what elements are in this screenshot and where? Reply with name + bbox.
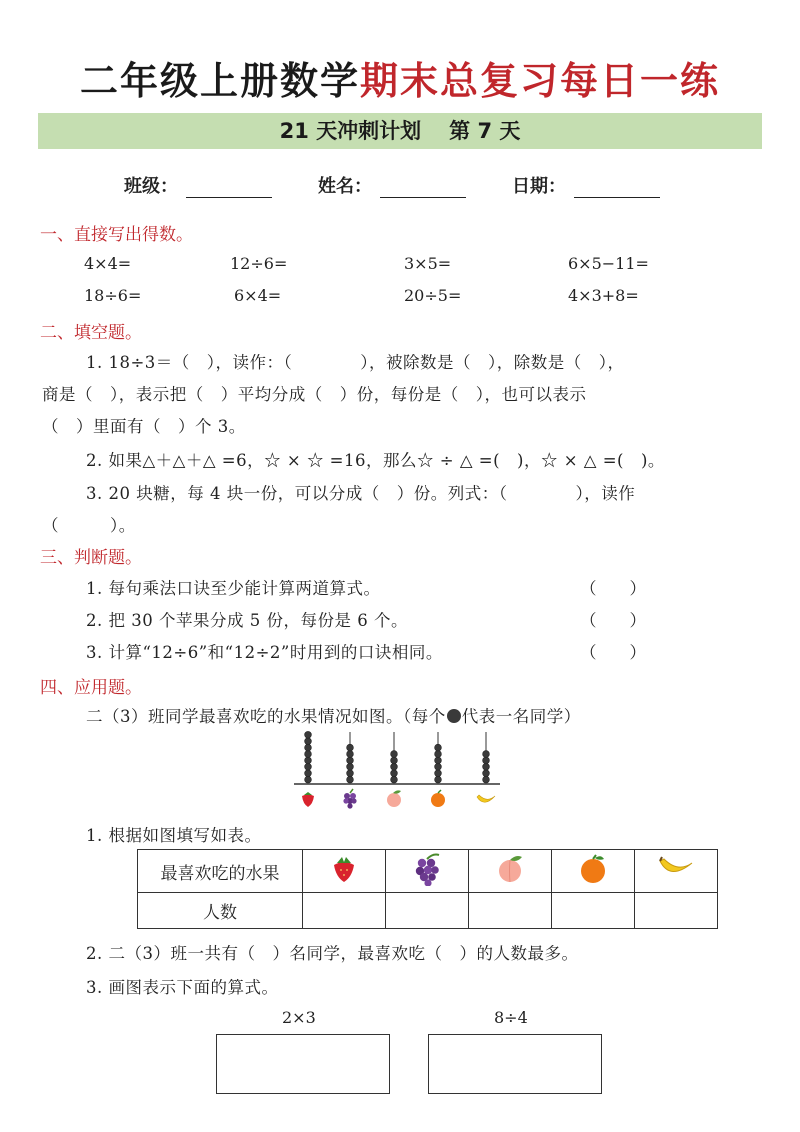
banana-icon [477, 795, 495, 802]
title-part-2: 期末总复习每日一练 [360, 59, 721, 103]
class-blank[interactable] [186, 179, 272, 198]
bead [305, 757, 312, 764]
drawing-box-2[interactable] [428, 1034, 602, 1094]
bead [435, 757, 442, 764]
app-intro-a: 二（3）班同学最喜欢吃的水果情况如图。（每个 [86, 707, 446, 726]
calc-item: 20÷5= [404, 286, 462, 305]
calc-item: 3×5= [404, 254, 452, 273]
orange-icon [578, 854, 608, 884]
bead [435, 763, 442, 770]
calc-item: 6×4= [234, 286, 282, 305]
bead [435, 776, 442, 783]
table-fruit-cell [469, 850, 552, 893]
grape-icon [412, 852, 442, 886]
judge-q1: 1. 每句乘法口诀至少能计算两道算式。 [86, 579, 381, 598]
table-fruit-cell [635, 850, 718, 893]
judge-q2: 2. 把 30 个苹果分成 5 份，每份是 6 个。 [86, 611, 408, 630]
app-q3: 3. 画图表示下面的算式。 [86, 978, 279, 997]
date-field [512, 172, 660, 198]
expr-1: 2×3 [282, 1008, 316, 1027]
bead [347, 776, 354, 783]
bead [347, 770, 354, 777]
table-fruit-cell [303, 850, 386, 893]
plan-banner [38, 113, 762, 149]
class-label: 班级： [124, 176, 178, 197]
bead [305, 738, 312, 745]
bead [305, 731, 312, 738]
bead [391, 757, 398, 764]
calc-item: 4×3+8= [568, 286, 639, 305]
bead [347, 763, 354, 770]
peach-icon [387, 790, 401, 807]
bead [347, 757, 354, 764]
bead [391, 751, 398, 758]
table-answer-cell[interactable] [469, 893, 552, 929]
bead [347, 744, 354, 751]
fill-q1-line2: 商是（ ），表示把（ ）平均分成（ ）份，每份是（ ），也可以表示 [42, 385, 587, 404]
bead [435, 744, 442, 751]
strawberry-icon [329, 854, 359, 884]
app-intro-b: 代表一名同学） [461, 707, 581, 726]
fill-q3-line1: 3. 20 块糖，每 4 块一份，可以分成（ ）份。列式：（ ），读作 [86, 484, 636, 503]
bead [305, 770, 312, 777]
fill-q3-line2: （ ）。 [42, 516, 136, 535]
section-1-heading: 一、直接写出得数。 [40, 225, 193, 245]
drawing-box-1[interactable] [216, 1034, 390, 1094]
fill-q1-line3: （ ）里面有（ ）个 3。 [42, 417, 246, 436]
fill-q1-line1: 1. 18÷3＝（ ），读作：（ ），被除数是（ ），除数是（ ）， [86, 353, 625, 372]
bead [483, 763, 490, 770]
fruit-table [137, 849, 718, 929]
table-answer-cell[interactable] [303, 893, 386, 929]
section-4-heading: 四、应用题。 [40, 678, 142, 698]
bead [391, 763, 398, 770]
bead [305, 776, 312, 783]
name-blank[interactable] [380, 179, 466, 198]
title-part-1: 二年级上册数学 [79, 59, 360, 103]
bead-icon [446, 708, 462, 724]
calc-item: 6×5−11= [568, 254, 649, 273]
day-label: 第 7 天 [449, 119, 521, 143]
app-intro [86, 703, 581, 727]
expr-2: 8÷4 [494, 1008, 528, 1027]
table-row [138, 850, 718, 893]
judge-answer-3[interactable]: （ ） [580, 643, 646, 662]
date-label: 日期： [512, 176, 566, 197]
fill-q2: 2. 如果△＋△＋△ =6，☆ × ☆ =16，那么☆ ÷ △ =( )，☆ × △ =( )。 [86, 451, 665, 470]
app-q2: 2. 二（3）班一共有（ ）名同学，最喜欢吃（ ）的人数最多。 [86, 944, 579, 963]
table-row-label: 人数 [138, 893, 303, 929]
strawberry-icon [302, 792, 314, 807]
table-answer-cell[interactable] [635, 893, 718, 929]
class-field [124, 172, 272, 198]
bead [305, 763, 312, 770]
name-field [318, 172, 466, 198]
page-title [0, 50, 800, 105]
bead [305, 751, 312, 758]
calc-item: 4×4= [84, 254, 132, 273]
bead [483, 776, 490, 783]
table-fruit-cell [386, 850, 469, 893]
orange-icon [431, 790, 445, 807]
bead [391, 770, 398, 777]
bead [347, 751, 354, 758]
section-3-heading: 三、判断题。 [40, 548, 142, 568]
grape-icon [343, 789, 356, 809]
name-label: 姓名： [318, 176, 372, 197]
peach-icon [495, 854, 525, 884]
table-fruit-cell [552, 850, 635, 893]
bead-chart [290, 728, 520, 814]
bead [305, 744, 312, 751]
table-header-cell: 最喜欢吃的水果 [138, 850, 303, 893]
calc-item: 12÷6= [230, 254, 288, 273]
app-q1: 1. 根据如图填写如表。 [86, 826, 262, 845]
bead [483, 751, 490, 758]
judge-answer-1[interactable]: （ ） [580, 579, 646, 598]
bead [483, 757, 490, 764]
bead [435, 751, 442, 758]
section-2-heading: 二、填空题。 [40, 323, 142, 343]
banana-icon [657, 854, 695, 884]
judge-q3: 3. 计算“12÷6”和“12÷2”时用到的口诀相同。 [86, 643, 443, 662]
bead [391, 776, 398, 783]
bead [483, 770, 490, 777]
table-answer-cell[interactable] [552, 893, 635, 929]
table-answer-cell[interactable] [386, 893, 469, 929]
date-blank[interactable] [574, 179, 660, 198]
judge-answer-2[interactable]: （ ） [580, 611, 646, 630]
table-row [138, 893, 718, 929]
plan-label: 21 天冲刺计划 [279, 119, 422, 143]
bead [435, 770, 442, 777]
calc-item: 18÷6= [84, 286, 142, 305]
